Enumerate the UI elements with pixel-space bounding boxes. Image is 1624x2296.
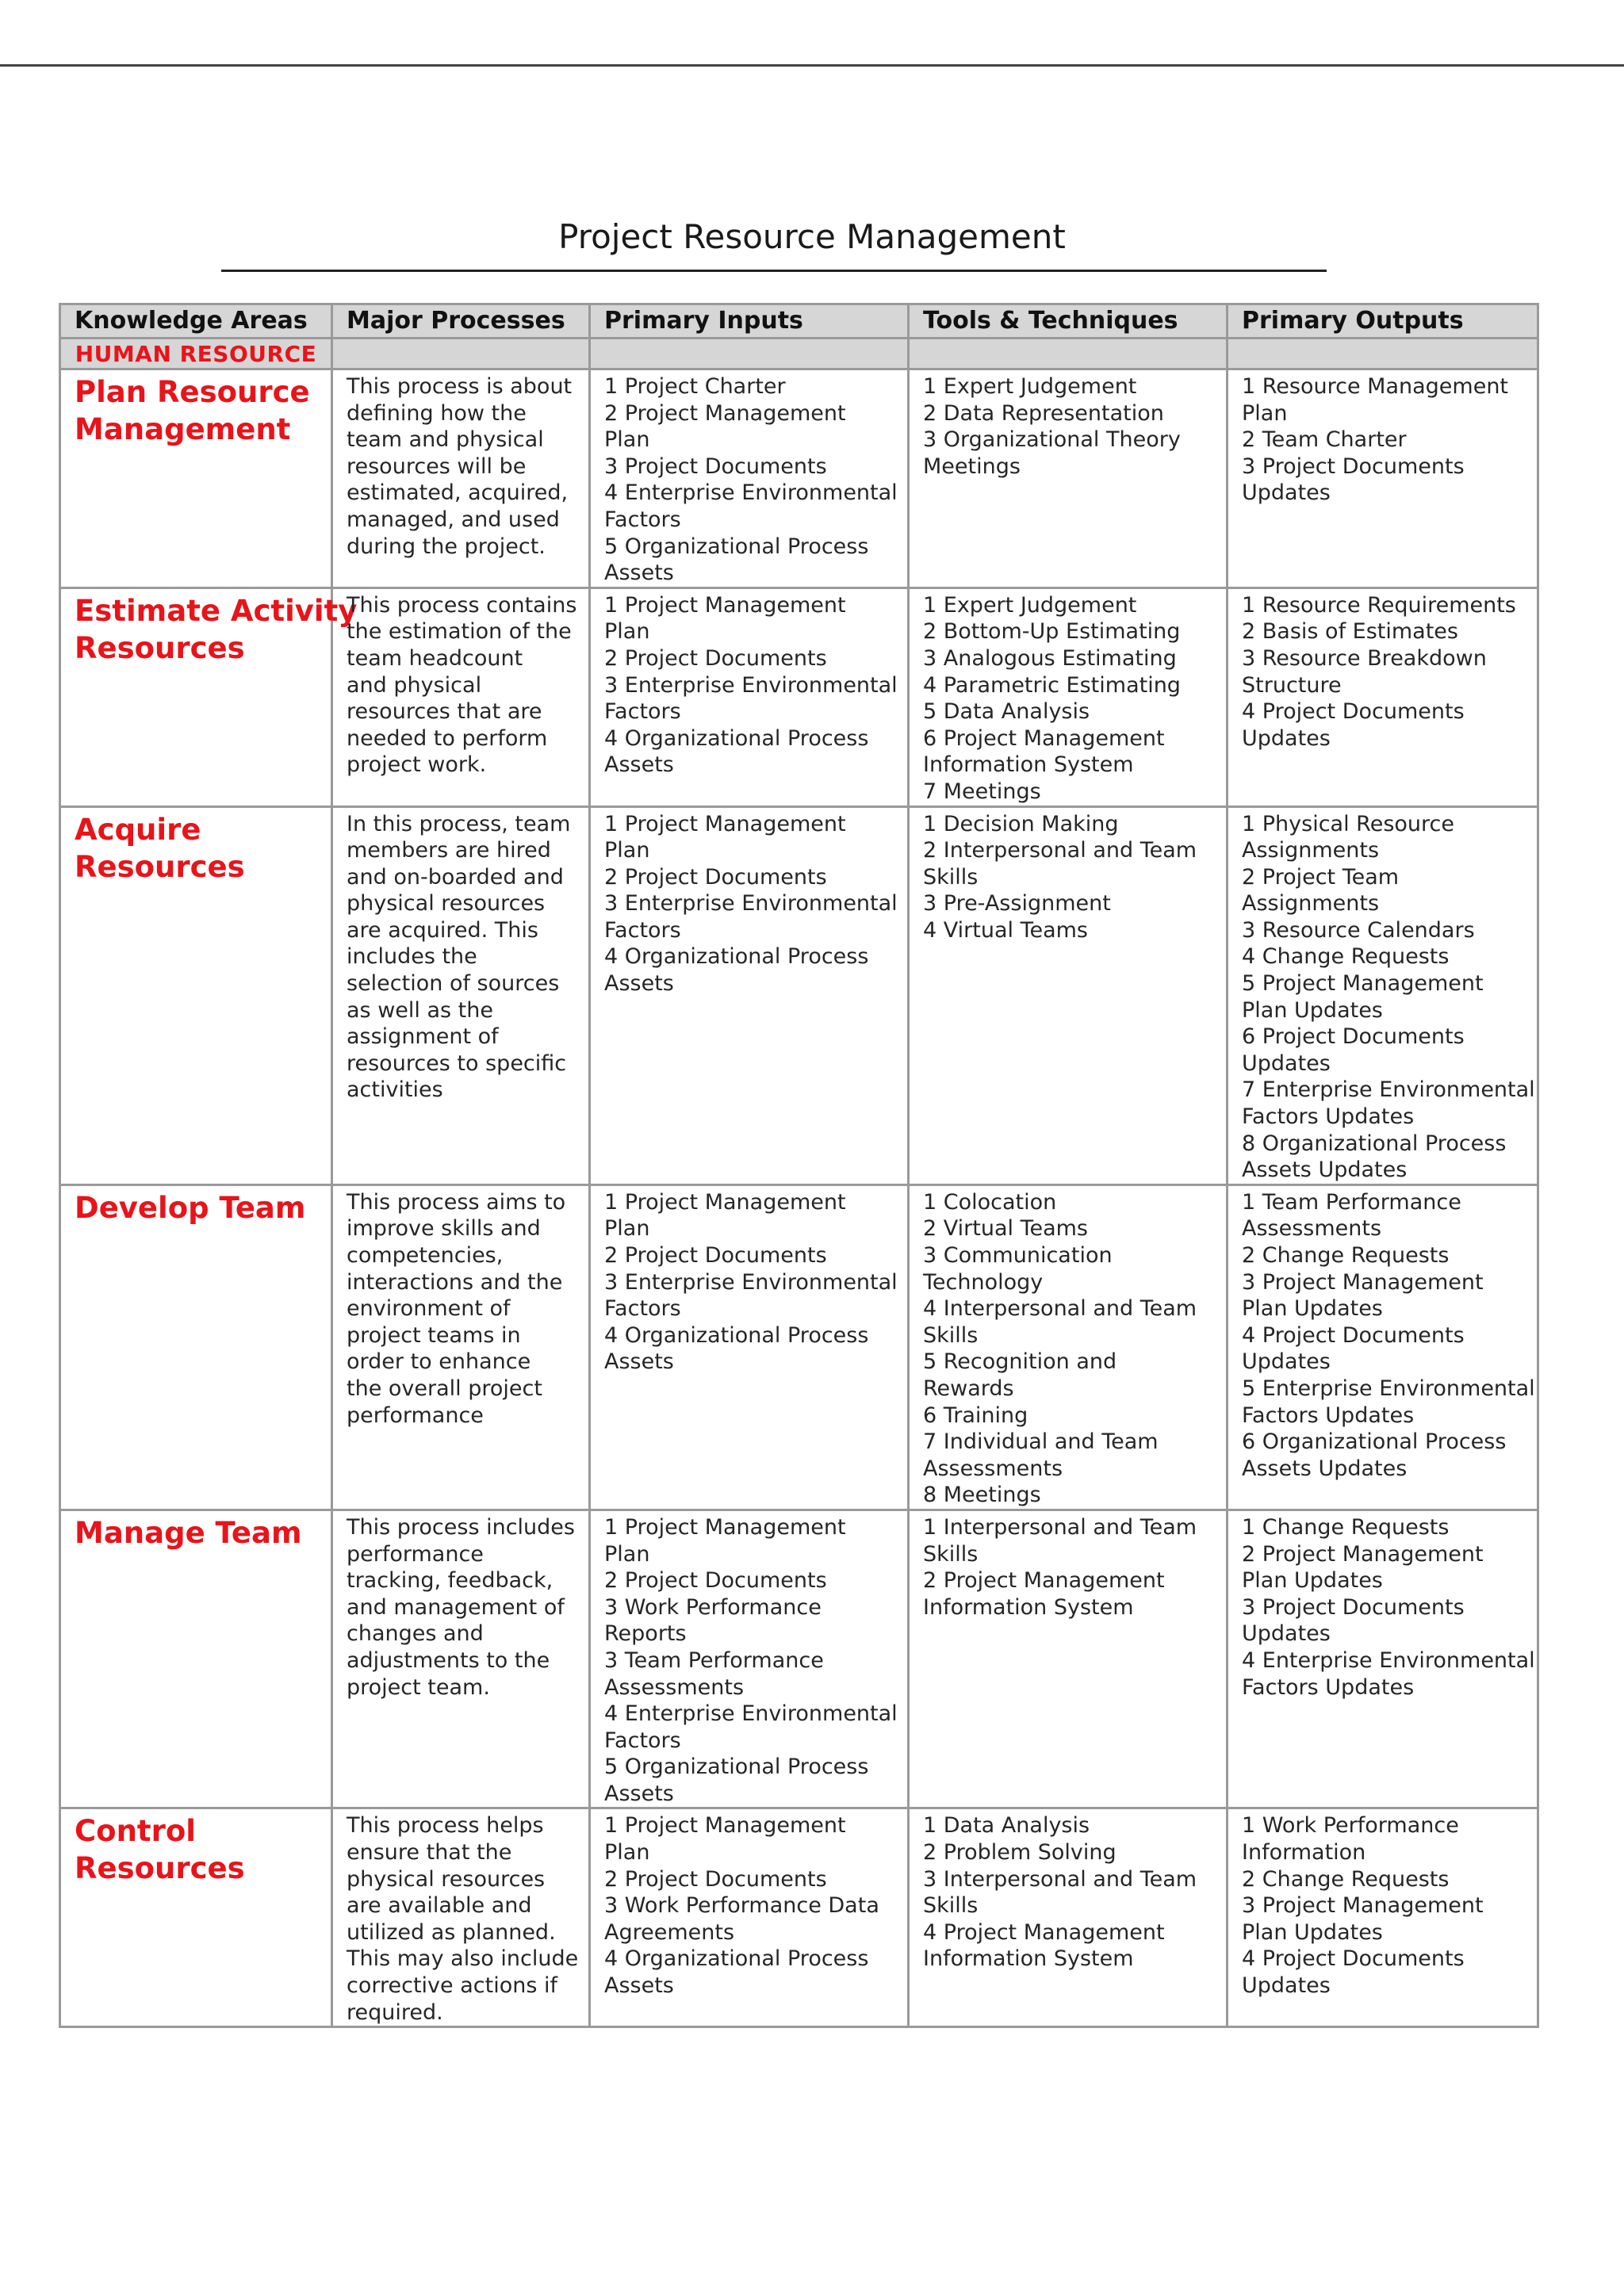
primary-inputs-line: 3 Work Performance bbox=[604, 1594, 822, 1620]
header-primary-inputs: Primary Inputs bbox=[590, 304, 909, 339]
process-description-line: competencies, bbox=[347, 1243, 504, 1268]
tools-techniques-line: 3 Organizational Theory bbox=[923, 427, 1181, 453]
primary-inputs-line: Factors bbox=[604, 699, 681, 725]
process-description-line: physical resources bbox=[347, 1866, 546, 1892]
process-description-line: project work. bbox=[347, 752, 487, 778]
tools-techniques-line: 1 Expert Judgement bbox=[923, 592, 1137, 618]
primary-outputs-line: 5 Project Management bbox=[1242, 971, 1484, 997]
process-description-line: project team. bbox=[347, 1674, 490, 1700]
primary-inputs bbox=[590, 1808, 909, 2027]
primary-inputs-line: 2 Project Documents bbox=[604, 1866, 827, 1892]
section-cell bbox=[590, 339, 909, 369]
process-description-line: estimated, acquired, bbox=[347, 480, 569, 506]
process-description-line: This process includes bbox=[347, 1514, 575, 1540]
table-row bbox=[60, 1184, 1538, 1510]
primary-inputs-line: 1 Project Management bbox=[604, 1189, 846, 1215]
primary-inputs-line: 4 Enterprise Environmental bbox=[604, 480, 898, 506]
primary-inputs-line: 1 Project Charter bbox=[604, 374, 786, 399]
primary-outputs-line: Assessments bbox=[1242, 1216, 1382, 1242]
process-description-line: and on-boarded and bbox=[347, 864, 564, 890]
tools-techniques-line: 5 Recognition and bbox=[923, 1349, 1117, 1375]
primary-inputs-line: Assets bbox=[604, 752, 674, 778]
primary-inputs-line: 2 Project Documents bbox=[604, 864, 827, 890]
process-description-line: and physical bbox=[347, 672, 482, 698]
section-cell bbox=[909, 339, 1228, 369]
tools-techniques-line: 3 Pre-Assignment bbox=[923, 891, 1111, 916]
primary-outputs-line: Factors Updates bbox=[1242, 1104, 1415, 1130]
process-description-line: selection of sources bbox=[347, 971, 560, 997]
primary-outputs bbox=[1228, 806, 1538, 1184]
primary-outputs-line: Assets Updates bbox=[1242, 1456, 1408, 1481]
primary-outputs-line: 3 Project Management bbox=[1242, 1893, 1484, 1919]
primary-outputs-line: Updates bbox=[1242, 1050, 1331, 1076]
knowledge-area bbox=[60, 369, 332, 588]
title-underline bbox=[221, 270, 1327, 272]
primary-inputs-line: Factors bbox=[604, 507, 681, 532]
process-description-line: This process helps bbox=[347, 1813, 544, 1839]
process-description bbox=[332, 1510, 590, 1808]
primary-inputs-line: Plan bbox=[604, 427, 650, 453]
primary-inputs-line: 3 Project Documents bbox=[604, 453, 827, 479]
tools-techniques-line: 4 Parametric Estimating bbox=[923, 672, 1181, 698]
process-description-line: This process contains bbox=[347, 592, 577, 618]
tools-techniques-line: 4 Project Management bbox=[923, 1919, 1165, 1945]
process-description-line: project teams in bbox=[347, 1322, 521, 1348]
primary-outputs-line: 6 Organizational Process bbox=[1242, 1429, 1507, 1455]
primary-inputs-line: 3 Enterprise Environmental bbox=[604, 891, 898, 916]
primary-inputs-line: 2 Project Documents bbox=[604, 645, 827, 671]
primary-outputs-line: 6 Project Documents bbox=[1242, 1024, 1465, 1050]
tools-techniques bbox=[909, 587, 1228, 806]
primary-outputs-line: Updates bbox=[1242, 1621, 1331, 1647]
tools-techniques-line: 7 Meetings bbox=[923, 779, 1041, 804]
primary-inputs-line: Factors bbox=[604, 1728, 681, 1753]
primary-inputs-line: Assets bbox=[604, 561, 674, 586]
tools-techniques-line: 3 Analogous Estimating bbox=[923, 645, 1177, 671]
knowledge-area bbox=[60, 587, 358, 806]
primary-outputs-line: 1 Work Performance bbox=[1242, 1813, 1459, 1839]
primary-inputs bbox=[590, 1184, 909, 1510]
process-description bbox=[332, 806, 590, 1184]
primary-outputs-line: Structure bbox=[1242, 672, 1342, 698]
primary-outputs-line: Factors Updates bbox=[1242, 1402, 1415, 1428]
primary-inputs-line: 1 Project Management bbox=[604, 811, 846, 836]
primary-outputs-line: 4 Project Documents bbox=[1242, 699, 1465, 725]
process-description-line: interactions and the bbox=[347, 1269, 563, 1295]
process-description-line: resources will be bbox=[347, 453, 527, 479]
primary-outputs-line: Updates bbox=[1242, 1349, 1331, 1375]
process-description-line: tracking, feedback, bbox=[347, 1568, 553, 1594]
tools-techniques-line: 5 Data Analysis bbox=[923, 699, 1090, 725]
primary-inputs-line: Assets bbox=[604, 1973, 674, 1999]
primary-inputs-line: 5 Organizational Process bbox=[604, 1755, 869, 1780]
primary-inputs-line: Plan bbox=[604, 838, 650, 863]
process-description-line: as well as the bbox=[347, 997, 493, 1023]
tools-techniques-line: 8 Meetings bbox=[923, 1483, 1041, 1508]
primary-outputs bbox=[1228, 1510, 1538, 1808]
table-row bbox=[60, 1808, 1538, 2027]
process-description bbox=[332, 369, 590, 588]
primary-outputs-line: 1 Resource Requirements bbox=[1242, 592, 1516, 618]
process-description-line: environment of bbox=[347, 1296, 511, 1322]
process-description-line: the estimation of the bbox=[347, 619, 572, 645]
primary-inputs-line: 4 Enterprise Environmental bbox=[604, 1701, 898, 1727]
tools-techniques bbox=[909, 1510, 1228, 1808]
primary-outputs-line: 1 Team Performance bbox=[1242, 1189, 1461, 1215]
tools-techniques-line: Meetings bbox=[923, 453, 1021, 479]
table-row bbox=[60, 1510, 1538, 1808]
header-primary-outputs: Primary Outputs bbox=[1228, 304, 1538, 339]
knowledge-area-line: Acquire bbox=[75, 812, 201, 847]
knowledge-area-line: Estimate Activity bbox=[75, 593, 358, 628]
primary-inputs-line: 3 Enterprise Environmental bbox=[604, 1269, 898, 1295]
primary-outputs-line: Plan bbox=[1242, 400, 1288, 426]
section-label: HUMAN RESOURCE bbox=[60, 339, 332, 369]
process-description-line: corrective actions if bbox=[347, 1973, 557, 1999]
process-description bbox=[332, 1808, 590, 2027]
primary-outputs-line: 3 Project Management bbox=[1242, 1269, 1484, 1295]
tools-techniques-line: 1 Colocation bbox=[923, 1189, 1057, 1215]
process-description-line: the overall project bbox=[347, 1376, 542, 1401]
tools-techniques-line: Technology bbox=[923, 1269, 1044, 1295]
process-description-line: managed, and used bbox=[347, 507, 560, 532]
process-description-line: includes the bbox=[347, 944, 477, 970]
knowledge-area-line: Management bbox=[75, 412, 291, 446]
primary-inputs-line: Assets bbox=[604, 1781, 674, 1806]
primary-inputs-line: 1 Project Management bbox=[604, 1813, 846, 1839]
primary-outputs-line: 3 Project Documents bbox=[1242, 453, 1465, 479]
primary-outputs-line: 2 Team Charter bbox=[1242, 427, 1407, 453]
primary-outputs bbox=[1228, 587, 1538, 806]
primary-outputs-line: 2 Basis of Estimates bbox=[1242, 619, 1458, 645]
primary-outputs bbox=[1228, 1184, 1538, 1510]
knowledge-area-line: Manage Team bbox=[75, 1515, 302, 1550]
primary-inputs-line: Assets bbox=[604, 1349, 674, 1375]
tools-techniques bbox=[909, 1808, 1228, 2027]
process-description-line: This process is about bbox=[347, 374, 573, 399]
process-description-line: resources that are bbox=[347, 699, 542, 725]
primary-outputs-line: 1 Physical Resource bbox=[1242, 811, 1454, 836]
primary-inputs-line: 1 Project Management bbox=[604, 1514, 846, 1540]
primary-outputs-line: 1 Change Requests bbox=[1242, 1514, 1450, 1540]
primary-inputs-line: Plan bbox=[604, 619, 650, 645]
primary-outputs-line: 4 Project Documents bbox=[1242, 1946, 1465, 1972]
table-row bbox=[60, 587, 1538, 806]
tools-techniques bbox=[909, 806, 1228, 1184]
tools-techniques-line: 1 Data Analysis bbox=[923, 1813, 1090, 1839]
primary-outputs-line: Updates bbox=[1242, 480, 1331, 506]
tools-techniques-line: Information System bbox=[923, 1946, 1134, 1972]
tools-techniques-line: 3 Interpersonal and Team bbox=[923, 1866, 1197, 1892]
primary-outputs-line: Plan Updates bbox=[1242, 997, 1383, 1023]
tools-techniques-line: 1 Interpersonal and Team bbox=[923, 1514, 1197, 1540]
tools-techniques-line: Information System bbox=[923, 1594, 1134, 1620]
process-description-line: resources to specific bbox=[347, 1050, 567, 1076]
tools-techniques-line: 2 Virtual Teams bbox=[923, 1216, 1088, 1242]
table-row bbox=[60, 806, 1538, 1184]
tools-techniques-line: 2 Bottom-Up Estimating bbox=[923, 619, 1181, 645]
process-description-line: are available and bbox=[347, 1893, 532, 1919]
primary-outputs-line: 4 Project Documents bbox=[1242, 1322, 1465, 1348]
resource-management-table bbox=[59, 303, 1539, 2028]
tools-techniques-line: 2 Problem Solving bbox=[923, 1840, 1116, 1866]
process-description-line: order to enhance bbox=[347, 1349, 531, 1375]
primary-inputs-line: 2 Project Management bbox=[604, 400, 846, 426]
knowledge-area-line: Resources bbox=[75, 1851, 245, 1886]
process-description-line: performance bbox=[347, 1541, 484, 1567]
primary-outputs-line: Plan Updates bbox=[1242, 1296, 1383, 1322]
section-cell bbox=[332, 339, 590, 369]
primary-inputs-line: Plan bbox=[604, 1541, 650, 1567]
primary-inputs-line: 2 Project Documents bbox=[604, 1568, 827, 1594]
primary-inputs-line: 3 Team Performance bbox=[604, 1647, 824, 1673]
primary-outputs-line: Assets Updates bbox=[1242, 1158, 1408, 1183]
primary-outputs-line: 4 Enterprise Environmental bbox=[1242, 1647, 1535, 1673]
primary-outputs-line: Plan Updates bbox=[1242, 1919, 1383, 1945]
tools-techniques-line: 1 Decision Making bbox=[923, 811, 1119, 836]
process-description-line: team headcount bbox=[347, 645, 523, 671]
process-description-line: defining how the bbox=[347, 400, 527, 426]
primary-inputs-line: 2 Project Documents bbox=[604, 1243, 827, 1268]
primary-inputs-line: 4 Organizational Process bbox=[604, 1946, 869, 1972]
primary-inputs-line: 3 Enterprise Environmental bbox=[604, 672, 898, 698]
process-description-line: and management of bbox=[347, 1594, 565, 1620]
primary-inputs-line: Reports bbox=[604, 1621, 687, 1647]
primary-outputs-line: Information bbox=[1242, 1840, 1366, 1866]
process-description-line: This process aims to bbox=[347, 1189, 566, 1215]
tools-techniques-line: 6 Project Management bbox=[923, 725, 1165, 751]
primary-inputs bbox=[590, 587, 909, 806]
document-title: Project Resource Management bbox=[558, 217, 1066, 256]
process-description-line: ensure that the bbox=[347, 1840, 512, 1866]
tools-techniques-line: Skills bbox=[923, 1541, 979, 1567]
primary-outputs bbox=[1228, 1808, 1538, 2027]
primary-outputs-line: 2 Project Team bbox=[1242, 864, 1400, 890]
primary-outputs-line: Assignments bbox=[1242, 891, 1380, 916]
process-description-line: This may also include bbox=[347, 1946, 579, 1972]
process-description-line: In this process, team bbox=[347, 811, 571, 836]
tools-techniques-line: 4 Virtual Teams bbox=[923, 917, 1088, 943]
knowledge-area-line: Resources bbox=[75, 630, 245, 665]
process-description-line: needed to perform bbox=[347, 725, 548, 751]
primary-outputs-line: 3 Resource Breakdown bbox=[1242, 645, 1487, 671]
tools-techniques-line: Rewards bbox=[923, 1376, 1014, 1401]
process-description-line: team and physical bbox=[347, 427, 544, 453]
tools-techniques bbox=[909, 369, 1228, 588]
process-description-line: required. bbox=[347, 1999, 443, 2025]
primary-outputs-line: Assignments bbox=[1242, 838, 1380, 863]
primary-outputs-line: 2 Project Management bbox=[1242, 1541, 1484, 1567]
header-major-processes: Major Processes bbox=[332, 304, 590, 339]
tools-techniques-line: Skills bbox=[923, 1893, 979, 1919]
tools-techniques-line: 7 Individual and Team bbox=[923, 1429, 1159, 1455]
primary-inputs-line: Assets bbox=[604, 971, 674, 997]
primary-inputs-line: Plan bbox=[604, 1216, 650, 1242]
primary-inputs-line: 3 Work Performance Data bbox=[604, 1893, 879, 1919]
process-description-line: are acquired. This bbox=[347, 917, 538, 943]
knowledge-area-line: Resources bbox=[75, 849, 245, 884]
primary-outputs-line: 1 Resource Management bbox=[1242, 374, 1509, 399]
tools-techniques-line: 4 Interpersonal and Team bbox=[923, 1296, 1197, 1322]
header-row bbox=[60, 304, 1538, 339]
knowledge-area-line: Plan Resource bbox=[75, 375, 310, 409]
primary-inputs-line: Agreements bbox=[604, 1919, 735, 1945]
primary-inputs bbox=[590, 1510, 909, 1808]
knowledge-area-line: Control bbox=[75, 1814, 196, 1849]
primary-inputs bbox=[590, 806, 909, 1184]
primary-outputs-line: Updates bbox=[1242, 725, 1331, 751]
primary-outputs-line: Factors Updates bbox=[1242, 1674, 1415, 1700]
process-description-line: changes and bbox=[347, 1621, 484, 1647]
primary-inputs-line: Factors bbox=[604, 917, 681, 943]
primary-inputs-line: 1 Project Management bbox=[604, 592, 846, 618]
primary-inputs-line: Assessments bbox=[604, 1674, 745, 1700]
primary-inputs-line: 4 Organizational Process bbox=[604, 944, 869, 970]
tools-techniques-line: Information System bbox=[923, 752, 1134, 778]
tools-techniques-line: Skills bbox=[923, 864, 979, 890]
knowledge-area bbox=[60, 1808, 332, 2027]
primary-inputs bbox=[590, 369, 909, 588]
tools-techniques-line: 2 Interpersonal and Team bbox=[923, 838, 1197, 863]
primary-outputs-line: 2 Change Requests bbox=[1242, 1866, 1450, 1892]
tools-techniques-line: 1 Expert Judgement bbox=[923, 374, 1137, 399]
primary-inputs-line: 5 Organizational Process bbox=[604, 534, 869, 559]
process-description-line: physical resources bbox=[347, 891, 546, 916]
process-description bbox=[332, 587, 590, 806]
knowledge-area bbox=[60, 806, 332, 1184]
tools-techniques bbox=[909, 1184, 1228, 1510]
primary-outputs-line: Plan Updates bbox=[1242, 1568, 1383, 1594]
primary-inputs-line: Plan bbox=[604, 1840, 650, 1866]
primary-outputs-line: 2 Change Requests bbox=[1242, 1243, 1450, 1268]
page-top-rule bbox=[0, 64, 1624, 67]
process-description-line: members are hired bbox=[347, 838, 551, 863]
table-row bbox=[60, 369, 1538, 588]
header-knowledge-areas: Knowledge Areas bbox=[60, 304, 332, 339]
process-description bbox=[332, 1184, 590, 1510]
primary-outputs-line: Updates bbox=[1242, 1973, 1331, 1999]
primary-outputs-line: 4 Change Requests bbox=[1242, 944, 1450, 970]
primary-outputs bbox=[1228, 369, 1538, 588]
primary-inputs-line: 4 Organizational Process bbox=[604, 725, 869, 751]
knowledge-area bbox=[60, 1510, 332, 1808]
header-tools-techniques: Tools & Techniques bbox=[909, 304, 1228, 339]
tools-techniques-line: 2 Data Representation bbox=[923, 400, 1164, 426]
primary-outputs-line: 3 Project Documents bbox=[1242, 1594, 1465, 1620]
primary-inputs-line: 4 Organizational Process bbox=[604, 1322, 869, 1348]
knowledge-area-line: Develop Team bbox=[75, 1190, 306, 1225]
process-description-line: assignment of bbox=[347, 1024, 499, 1050]
primary-outputs-line: 3 Resource Calendars bbox=[1242, 917, 1475, 943]
process-description-line: activities bbox=[347, 1077, 443, 1103]
process-description-line: performance bbox=[347, 1402, 484, 1428]
tools-techniques-line: Skills bbox=[923, 1322, 979, 1348]
process-description-line: improve skills and bbox=[347, 1216, 541, 1242]
tools-techniques-line: 2 Project Management bbox=[923, 1568, 1165, 1594]
section-row bbox=[60, 339, 1538, 369]
tools-techniques-line: 6 Training bbox=[923, 1402, 1028, 1428]
primary-outputs-line: 5 Enterprise Environmental bbox=[1242, 1376, 1535, 1401]
section-cell bbox=[1228, 339, 1538, 369]
tools-techniques-line: 3 Communication bbox=[923, 1243, 1113, 1268]
process-description-line: adjustments to the bbox=[347, 1647, 550, 1673]
knowledge-area bbox=[60, 1184, 332, 1510]
primary-outputs-line: 8 Organizational Process bbox=[1242, 1131, 1507, 1156]
process-description-line: during the project. bbox=[347, 534, 546, 559]
tools-techniques-line: Assessments bbox=[923, 1456, 1063, 1481]
primary-inputs-line: Factors bbox=[604, 1296, 681, 1322]
primary-outputs-line: 7 Enterprise Environmental bbox=[1242, 1077, 1535, 1103]
process-description-line: utilized as planned. bbox=[347, 1919, 556, 1945]
